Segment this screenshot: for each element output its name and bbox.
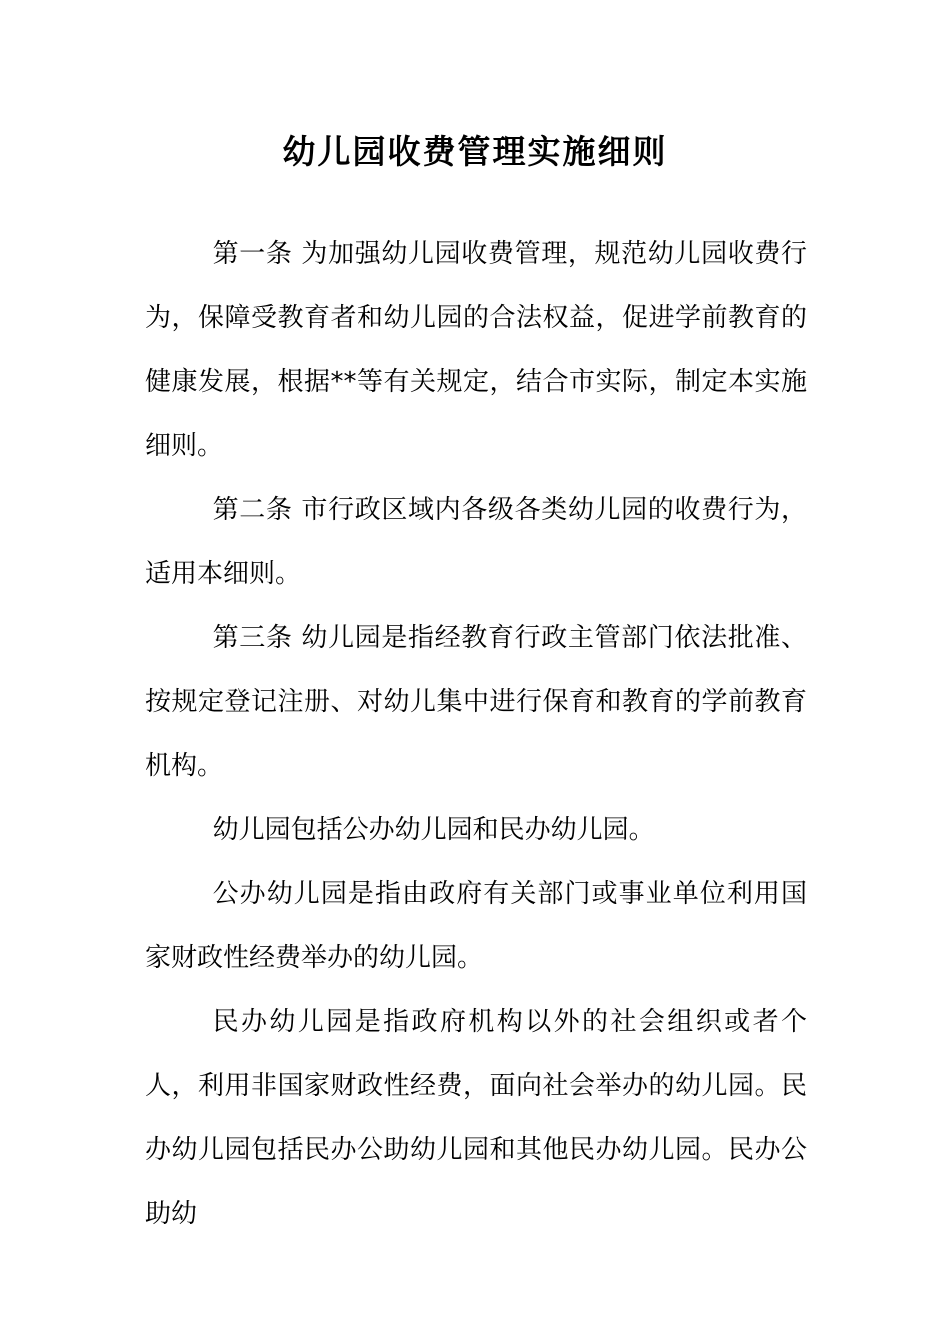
paragraph-private-kindergarten: 民办幼儿园是指政府机构以外的社会组织或者个人，利用非国家财政性经费，面向社会举办的幼儿园。民办幼儿园包括民办公助幼儿园和其他民办幼儿园。民办公助幼 <box>145 1007 807 1229</box>
paragraph-kindergarten-types: 幼儿园包括公办幼儿园和民办幼儿园。 <box>212 815 655 845</box>
paragraph-article-2: 第二条 市行政区域内各级各类幼儿园的收费行为，适用本细则。 <box>145 495 807 589</box>
paragraph-public-kindergarten: 公办幼儿园是指由政府有关部门或事业单位利用国家财政性经费举办的幼儿园。 <box>145 879 807 973</box>
document-body <box>145 222 807 1246</box>
paragraph-article-1: 第一条 为加强幼儿园收费管理，规范幼儿园收费行为，保障受教育者和幼儿园的合法权益，促进学前教育的健康发展，根据**等有关规定，结合市实际，制定本实施细则。 <box>145 239 807 461</box>
page-title: 幼儿园收费管理实施细则 <box>282 132 668 171</box>
paragraph-article-3: 第三条 幼儿园是指经教育行政主管部门依法批准、按规定登记注册、对幼儿集中进行保育和教育的学前教育机构。 <box>145 623 807 781</box>
